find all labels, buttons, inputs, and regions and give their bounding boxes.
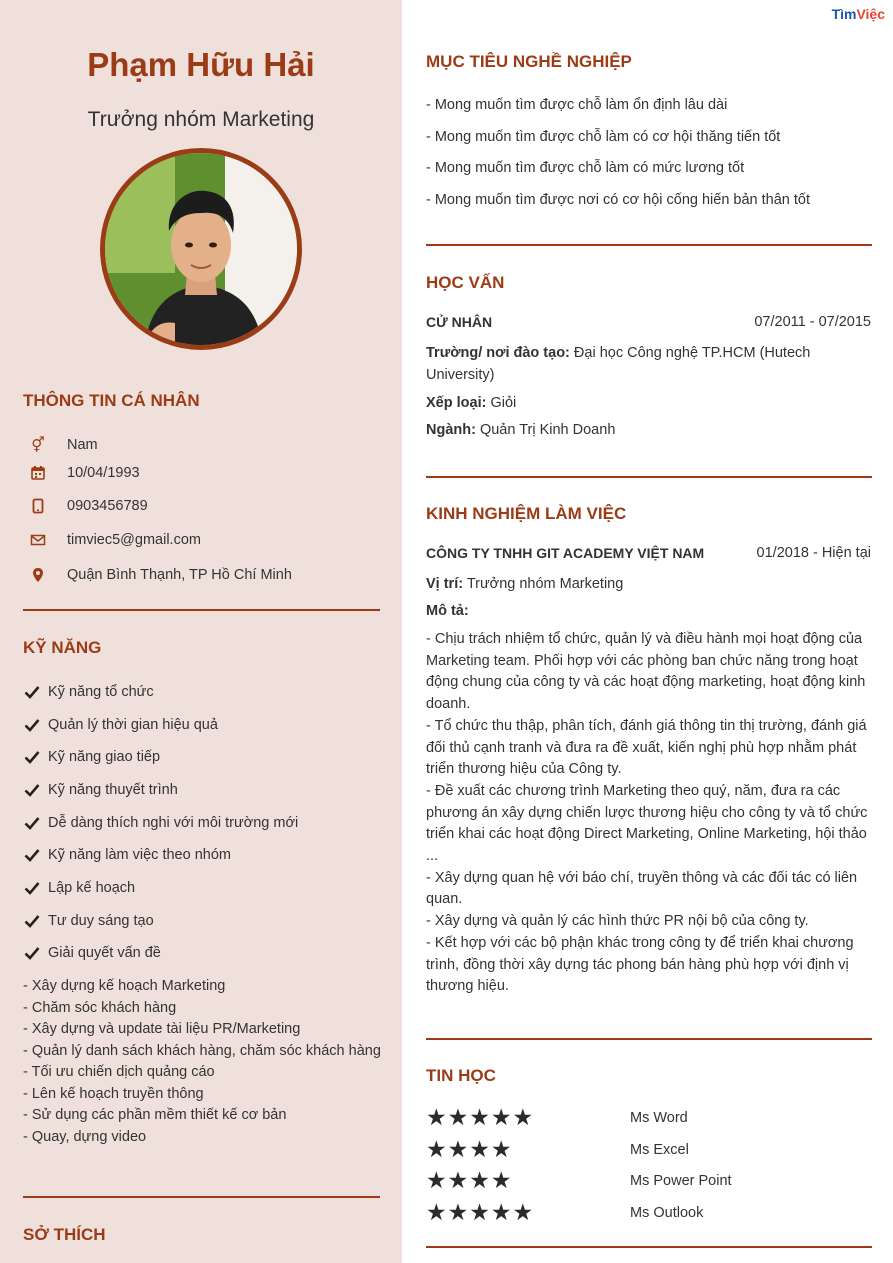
skill-item: [24, 913, 154, 929]
star-icon: ★: [426, 1104, 447, 1130]
it-skill-label: Ms Outlook: [630, 1204, 704, 1221]
star-icon: ★: [469, 1167, 490, 1193]
divider: [426, 244, 872, 246]
check-icon: [24, 881, 40, 895]
position-label: Vị trí:: [426, 576, 464, 592]
it-skill-row: [426, 1138, 689, 1161]
check-icon: [24, 750, 40, 764]
it-skill-label: Ms Word: [630, 1109, 688, 1126]
extra-skill-line: - Quản lý danh sách khách hàng, chăm sóc khách hàng: [23, 1042, 381, 1059]
check-icon: [24, 718, 40, 732]
skill-item: [24, 945, 161, 961]
description-paragraph: - Xây dựng và quản lý các hình thức PR nội bộ của công ty.: [426, 913, 809, 930]
skill-label: Quản lý thời gian hiệu quả: [48, 717, 218, 733]
extra-skill-line: - Lên kế hoạch truyền thông: [23, 1085, 204, 1102]
it-skill-row: [426, 1201, 703, 1224]
star-icon: ★: [469, 1104, 490, 1130]
calendar-icon: [28, 464, 48, 482]
career-goals-heading: MỤC TIÊU NGHỀ NGHIỆP: [426, 52, 632, 71]
check-icon: [24, 783, 40, 797]
birthday-text: 10/04/1993: [67, 465, 140, 481]
star-icon: ★: [447, 1104, 469, 1130]
description-paragraph: - Chịu trách nhiệm tổ chức, quản lý và điều hành mọi hoạt động của Marketing team. Phối hợp với các phòng ban chức năng trong hoạt động chung của công ty và các hoạt động marketing, hoạt động kinh doanh.: [426, 631, 866, 713]
it-skill-label: Ms Excel: [630, 1141, 689, 1158]
check-icon: [24, 816, 40, 830]
it-skill-row: [426, 1106, 688, 1129]
contact-email: [28, 531, 201, 549]
profile-photo: [100, 148, 302, 350]
it-skill-label: Ms Power Point: [630, 1172, 732, 1189]
extra-skills-list: [23, 976, 383, 1148]
contact-address: [28, 566, 292, 584]
education-major: [426, 420, 871, 442]
gender-text: Nam: [67, 437, 98, 453]
star-icon: ★: [469, 1199, 490, 1225]
gender-icon: ⚥: [31, 437, 45, 454]
extra-skill-line: - Chăm sóc khách hàng: [23, 999, 177, 1016]
personal-info-heading: THÔNG TIN CÁ NHÂN: [23, 391, 200, 410]
divider: [426, 1246, 872, 1248]
extra-skill-line: - Xây dựng và update tài liệu PR/Marketing: [23, 1021, 301, 1037]
goal-item: - Mong muốn tìm được chỗ làm có mức lương tốt: [426, 160, 745, 176]
extra-skill-line: - Quay, dựng video: [23, 1128, 147, 1145]
star-icon: ★: [512, 1199, 534, 1225]
education-degree: CỬ NHÂN: [426, 314, 493, 330]
star-icon: ★: [490, 1167, 512, 1193]
skill-item: [24, 815, 298, 831]
email-icon: [28, 531, 48, 549]
description-paragraph: - Xây dựng quan hệ với báo chí, truyền thông và các đối tác có liên quan.: [426, 869, 858, 908]
timviec-logo: [832, 6, 885, 22]
star-icon: ★: [426, 1167, 447, 1193]
goal-item: - Mong muốn tìm được chỗ làm ổn định lâu dài: [426, 97, 728, 113]
skill-label: Kỹ năng giao tiếp: [48, 749, 161, 765]
skill-item: [24, 749, 160, 765]
address-text: Quận Bình Thạnh, TP Hồ Chí Minh: [67, 567, 292, 583]
education-school: [426, 343, 871, 386]
divider: [23, 609, 380, 611]
company-name: CÔNG TY TNHH GIT ACADEMY VIỆT NAM: [426, 545, 705, 561]
star-icon: ★: [490, 1104, 512, 1130]
school-value: Đại học Công nghệ TP.HCM (Hutech University): [426, 345, 811, 383]
star-icon: ★: [512, 1104, 534, 1130]
work-position: [426, 574, 871, 596]
description-paragraph: - Kết hợp với các bộ phận khác trong công ty để triển khai chương trình, đồng thời xây dựng tác phong bán hàng phù hợp với định vị thương hiệu.: [426, 934, 854, 995]
skill-item: [24, 717, 218, 733]
experience-heading: KINH NGHIỆM LÀM VIỆC: [426, 504, 627, 523]
star-icon: ★: [447, 1167, 469, 1193]
skill-label: Dễ dàng thích nghi với môi trường mới: [48, 815, 299, 831]
skill-label: Tư duy sáng tạo: [48, 913, 154, 929]
it-skill-row: [426, 1169, 732, 1192]
rating-stars: [426, 1201, 630, 1224]
logo-part-1: Tìm: [831, 6, 857, 22]
work-description: [426, 629, 876, 998]
candidate-name: Phạm Hữu Hải: [87, 46, 315, 83]
skill-label: Lập kế hoạch: [48, 880, 136, 896]
hobbies-heading: SỞ THÍCH: [23, 1225, 106, 1244]
contact-birthday: [28, 464, 140, 482]
major-label: Ngành:: [426, 422, 476, 438]
star-icon: ★: [490, 1199, 512, 1225]
skills-heading: KỸ NĂNG: [23, 638, 102, 657]
skill-label: Kỹ năng làm việc theo nhóm: [48, 847, 231, 863]
profile-photo-illustration: [105, 153, 297, 345]
description-paragraph: - Tổ chức thu thập, phân tích, đánh giá thông tin thị trường, đánh giá đối thủ cạnh tranh và đưa ra đề xuất, kiến nghị phù hợp nhằm phát triển thương hiệu của Công ty.: [426, 717, 867, 778]
candidate-job-title: Trưởng nhóm Marketing: [87, 108, 315, 131]
email-text: timviec5@gmail.com: [67, 532, 201, 548]
goal-item: - Mong muốn tìm được chỗ làm có cơ hội thăng tiến tốt: [426, 129, 781, 145]
divider: [426, 1038, 872, 1040]
major-value: Quản Trị Kinh Doanh: [475, 422, 616, 438]
divider: [426, 476, 872, 478]
skill-label: Kỹ năng thuyết trình: [48, 782, 178, 798]
rating-stars: [426, 1169, 630, 1192]
star-icon: ★: [469, 1136, 490, 1162]
grade-value: Giỏi: [486, 395, 517, 411]
school-label: Trường/ nơi đào tạo:: [426, 345, 570, 361]
main-content: [402, 0, 893, 1263]
skill-item: [24, 847, 231, 863]
description-paragraph: - Đề xuất các chương trình Marketing theo quý, năm, đưa ra các phương án xây dựng chiến lược thương hiệu cho công ty và tổ chức triển khai các hoạt động Direct Marketing, Online Marketing, hội thảo ...: [426, 782, 868, 865]
description-label: Mô tả:: [426, 603, 469, 619]
sidebar: [0, 0, 402, 1263]
goal-item: - Mong muốn tìm được nơi có cơ hội cống hiến bản thân tốt: [426, 192, 811, 208]
divider: [23, 1196, 380, 1198]
check-icon: [24, 914, 40, 928]
work-period: 01/2018 - Hiện tại: [756, 545, 871, 561]
star-icon: ★: [490, 1136, 512, 1162]
skill-label: Giải quyết vấn đề: [48, 945, 161, 961]
education-grade: [426, 393, 871, 415]
star-icon: ★: [426, 1136, 447, 1162]
contact-gender: [28, 436, 98, 454]
check-icon: [24, 848, 40, 862]
extra-skill-line: - Tối ưu chiến dịch quảng cáo: [23, 1064, 215, 1080]
skill-item: [24, 684, 154, 700]
location-icon: [28, 566, 48, 584]
extra-skill-line: - Sử dụng các phần mềm thiết kế cơ bản: [23, 1107, 287, 1123]
check-icon: [24, 685, 40, 699]
skill-item: [24, 880, 135, 896]
education-heading: HỌC VẤN: [426, 273, 505, 292]
grade-label: Xếp loại:: [426, 395, 487, 411]
star-icon: ★: [426, 1199, 447, 1225]
skill-label: Kỹ năng tổ chức: [48, 684, 154, 700]
skill-item: [24, 782, 178, 798]
star-icon: ★: [447, 1199, 469, 1225]
work-description-label: [426, 601, 871, 623]
phone-text: 0903456789: [67, 498, 148, 514]
logo-part-2: Việc: [856, 6, 885, 22]
check-icon: [24, 946, 40, 960]
position-value: Trưởng nhóm Marketing: [463, 576, 624, 592]
rating-stars: [426, 1138, 630, 1161]
it-skills-heading: TIN HỌC: [426, 1066, 496, 1085]
star-icon: ★: [447, 1136, 469, 1162]
phone-icon: [28, 497, 48, 515]
education-period: 07/2011 - 07/2015: [754, 314, 871, 330]
contact-phone: [28, 497, 148, 515]
extra-skill-line: - Xây dựng kế hoạch Marketing: [23, 978, 226, 994]
rating-stars: [426, 1106, 630, 1129]
